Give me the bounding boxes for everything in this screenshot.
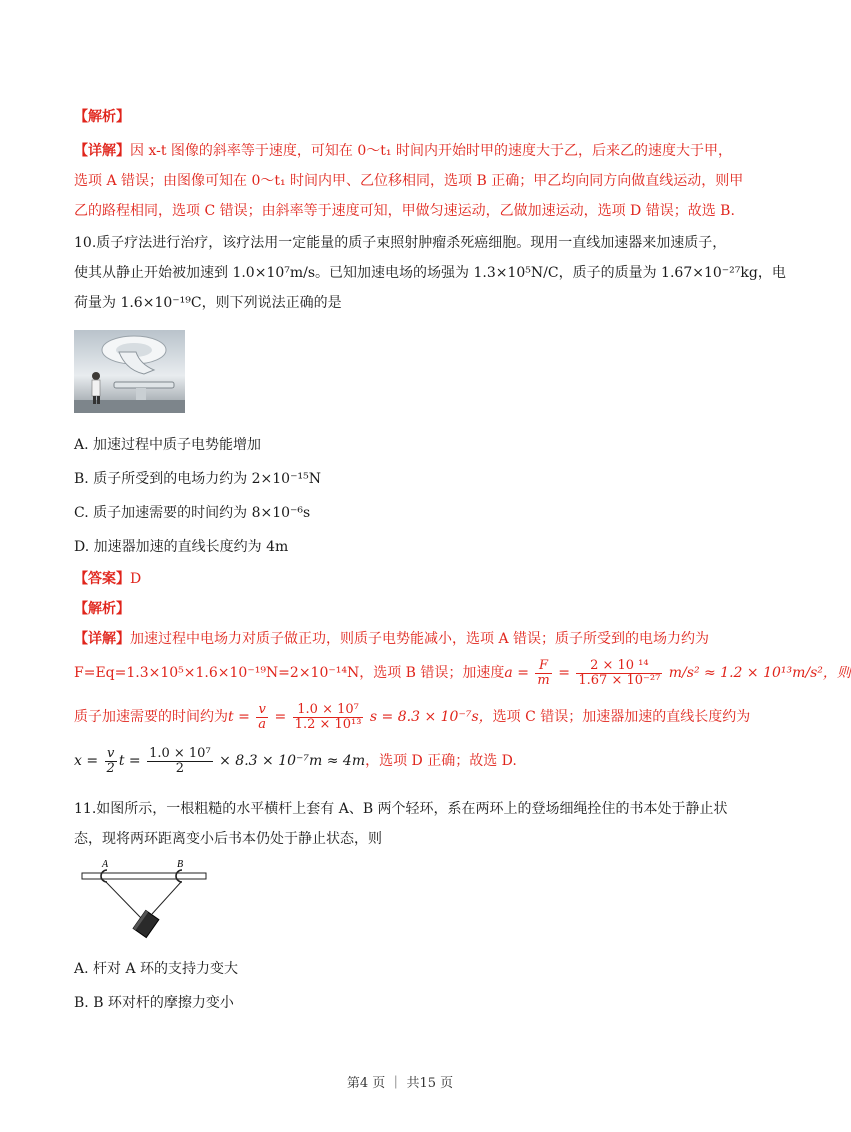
explanation-line: 乙的路程相同，选项 C 错误；由斜率等于速度可知，甲做匀速运动，乙做加速运动，选项 D 错误；故选 B. [74,203,735,219]
time-result: s = 8.3 × 10⁻⁷s， [369,709,493,725]
fraction-denominator: 2 [175,760,185,776]
fraction-denominator: 1.67 × 10⁻²⁷ [578,672,661,688]
accel-result: m/s² ≈ 1.2 × 10¹³m/s²，则 [668,665,851,681]
answer-tag: 【答案】 [74,571,130,587]
accel-value-fraction [576,659,662,688]
time-value-fraction [293,703,364,732]
force-text: F=Eq=1.3×10⁵×1.6×10⁻¹⁹N=2×10⁻¹⁴N，选项 B 错误；加速度 [74,665,505,681]
rod-rings-book-diagram [80,856,210,946]
question-text: 态，现将两环距离变小后书本仍处于静止状态，则 [74,831,382,847]
ring-b-label: B [177,859,184,870]
explanation-line [74,742,517,780]
string-left [106,882,141,918]
page-footer: 第4 页 ｜ 共15 页 [346,1076,454,1091]
explanation-line [74,630,709,648]
answer-value: D [130,571,142,587]
option-b: B. 质子所受到的电场力约为 2×10⁻¹⁵N [74,471,321,487]
v-over-2-fraction [105,747,117,776]
length-symbol: x = [74,753,99,769]
accel-symbol: a = [504,665,529,681]
explanation-line: 选项 A 错误；由图像可知在 0～t₁ 时间内甲、乙位移相同，选项 B 正确；甲乙均向同方向做直线运动，则甲 [74,173,744,189]
explanation-text: 因 x-t 图像的斜率等于速度，可知在 0～t₁ 时间内开始时甲的速度大于乙，后来乙的速度大于甲， [130,143,732,159]
string-right [152,882,181,914]
fraction-denominator: m [537,672,550,688]
fraction-denominator: a [258,716,267,732]
explanation-text: 选项 C 错误；加速器加速的直线长度约为 [492,709,751,725]
ring-a-label: A [102,859,109,870]
explanation-line [74,142,732,160]
explanation-line [74,654,851,692]
answer-line [74,570,141,588]
option-c: C. 质子加速需要的时间约为 8×10⁻⁶s [74,505,311,521]
question-text: 11.如图所示，一根粗糙的水平横杆上套有 A、B 两个轻环，系在两环上的登场细绳拴住的书本处于静止状 [74,801,728,817]
fraction-numerator: 1.0 × 10⁷ [293,703,364,718]
explanation-line [74,698,750,736]
time-symbol: t = [118,753,141,769]
question-text: 10.质子疗法进行治疗，该疗法用一定能量的质子束照射肿瘤杀死癌细胞。现用一直线加速器来加速质子， [74,235,727,251]
equals-sign: = [274,709,287,725]
option-d: D. 加速器加速的直线长度约为 4m [74,539,289,555]
option-a: A. 加速过程中质子电势能增加 [74,437,262,453]
time-symbol: t = [228,709,250,725]
option-a: A. 杆对 A 环的支持力变大 [74,961,239,977]
fraction-numerator: F [535,659,551,674]
explanation-text: ，选项 D 正确；故选 D. [365,753,517,769]
explanation-text: 加速过程中电场力对质子做正功，则质子电势能减小，选项 A 错误；质子所受到的电场力约为 [130,631,710,647]
proton-therapy-photo [74,330,185,413]
fraction-numerator: 1.0 × 10⁷ [149,745,211,761]
question-text: 使其从静止开始被加速到 1.0×10⁷m/s。已知加速电场的场强为 1.3×10⁵N/C，质子的质量为 1.67×10⁻²⁷kg，电 [74,265,786,281]
jiexi-heading: 【解析】 [74,601,130,617]
fraction-numerator: v [256,703,268,718]
equals-sign: = [558,665,570,681]
f-over-m-fraction [535,659,551,688]
jiexi-heading: 【解析】 [74,109,130,125]
xiangjie-tag: 【详解】 [74,631,130,647]
fraction-numerator: 2 × 10 ¹⁴ [576,659,662,674]
option-b: B. B 环对杆的摩擦力变小 [74,995,234,1011]
fraction-numerator: v [105,747,117,762]
xiangjie-tag: 【详解】 [74,143,130,159]
fraction-denominator: 1.2 × 10¹³ [294,716,362,732]
fraction-denominator: 2 [106,760,115,776]
question-text: 荷量为 1.6×10⁻¹⁹C，则下列说法正确的是 [74,295,342,311]
length-result: × 8.3 × 10⁻⁷m ≈ 4m [219,753,366,769]
v-over-a-fraction [256,703,268,732]
length-value-fraction [147,747,213,776]
time-text: 质子加速需要的时间约为 [74,709,228,725]
